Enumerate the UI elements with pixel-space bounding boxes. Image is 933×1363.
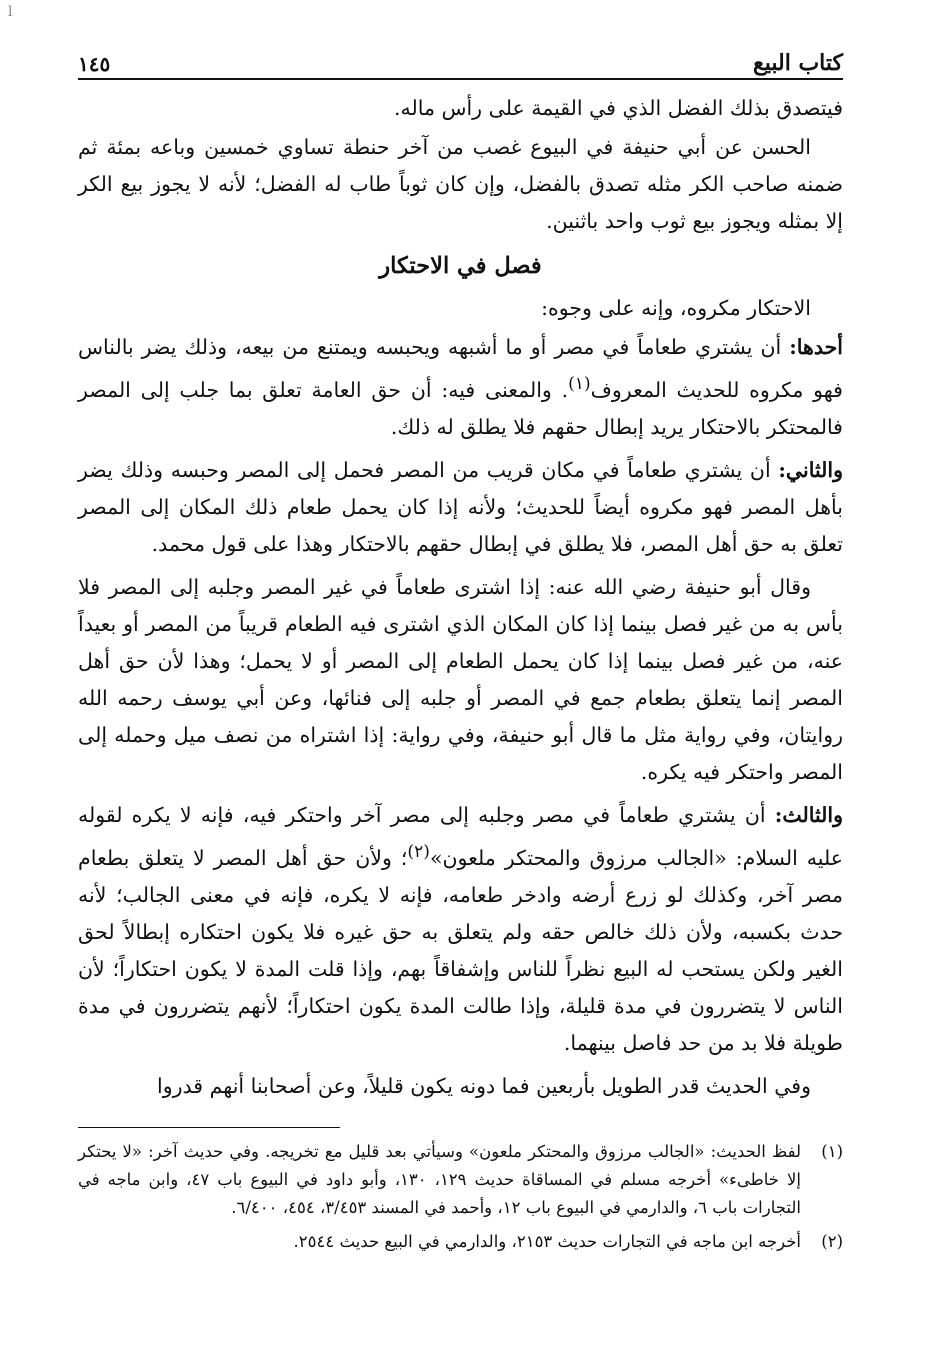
footnote-ref-2[interactable]: (٢) (407, 841, 430, 862)
footnote-1 (78, 1138, 843, 1222)
footnote-number: (٢) (821, 1231, 843, 1251)
lead-second: والثاني: (778, 457, 843, 482)
lead-third: والثالث: (774, 802, 843, 827)
lead-first: أحدها: (789, 335, 843, 359)
paragraph-abu-hanifa: وقال أبو حنيفة رضي الله عنه: إذا اشترى طعاماً في غير المصر وجلبه إلى المصر فلا بأس به من غير فصل بينما إذا كان المكان الذي اشترى فيه الطعام قريباً من المصر أو بعيداً عنه، من غير فصل بينما إذا كان يحمل الطعام إلى المصر أو لا يحمل؛ وهذا لأن حق أهل المصر إنما يتعلق بطعام جمع في المصر أو جلبه إلى فنائها، وعن أبي يوسف رحمه الله روايتان، وفي رواية مثل ما قال أبو حنيفة، وفي رواية: إذا اشتراه من نصف ميل وحمله إلى المصر واحتكر فيه يكره. (78, 574, 843, 784)
section-intro: الاحتكار مكروه، وإنه على وجوه: (541, 296, 811, 320)
footnote-number: (١) (821, 1141, 843, 1161)
second-text: أن يشتري طعاماً في مكان قريب من المصر فحمل إلى المصر وحبسه وذلك يضر بأهل المصر فهو مكروه أيضاً للحديث؛ ولأنه إذا كان يحمل طعام ذلك المكان إلى المصر تعلق به حق أهل المصر، فلا يطلق في إبطال حقهم بالاحتكار وهذا على قول محمد. (78, 457, 843, 556)
chapter-title: كتاب البيع (753, 50, 843, 76)
first-text-a: أن يشتري طعاماً في مصر أو ما أشبهه ويحبسه ويمتنع من بيعه، وذلك يضر بالناس فهو مكروه للحديث المعروف (78, 335, 843, 402)
third-text-a: أن يشتري طعاماً في مصر وجلبه إلى مصر آخر واحتكر فيه، فإنه لا يكره لقوله عليه السلام: «الجالب مرزوق والمحتكر ملعون» (78, 802, 844, 870)
first-text-b: . والمعنى فيه: أن حق العامة تعلق بما جلب إلى المصر فالمحتكر بالاحتكار يريد إبطال حقهم فلا يطلق له ذلك. (78, 377, 843, 439)
paragraph-hasan: الحسن عن أبي حنيفة في البيوع غصب من آخر حنطة تساوي خمسين وباعه بمئة ثم ضمنه صاحب الكر مثله تصدق بالفضل، وإن كان ثوباً طاب له الفضل؛ لأنه لا يجوز بيع الكر إلا بمثله ويجوز بيع ثوب واحد باثنين. (78, 135, 843, 233)
footnotes (78, 1138, 843, 1256)
footnote-separator (78, 1127, 340, 1128)
paragraph-first-case (78, 329, 843, 446)
page-number: ١٤٥ (78, 52, 111, 76)
paragraph-third-case (78, 797, 843, 1062)
paragraph-second-case (78, 452, 843, 563)
paragraph-hadith-duration: وفي الحديث قدر الطويل بأربعين فما دونه يكون قليلاً، وعن أصحابنا أنهم قدروا (157, 1073, 811, 1098)
footnote-text: لفظ الحديث: «الجالب مرزوق والمحتكر ملعون» وسيأتي بعد قليل مع تخريجه. وفي حديث آخر: «لا يحتكر إلا خاطىء» أخرجه مسلم في المساقاة حديث ١٢٩، ١٣٠، وأبو داود في البيوع باب ٤٧، وابن ماجه في التجارات باب ٦، والدارمي في البيوع باب ١٢، وأحمد في المسند ٣/٤٥٣، ٤٥٤، ٦/٤٠٠. (78, 1141, 801, 1217)
main-text (78, 90, 843, 1105)
footnote-2 (78, 1228, 843, 1256)
margin-mark: l (8, 4, 13, 20)
header-rule (78, 78, 843, 80)
footnote-text: أخرجه ابن ماجه في التجارات حديث ٢١٥٣، والدارمي في البيع حديث ٢٥٤٤. (293, 1231, 801, 1251)
footnote-ref-1[interactable]: (١) (568, 374, 591, 394)
paragraph-continuation: فيتصدق بذلك الفضل الذي في القيمة على رأس ماله. (393, 96, 843, 120)
section-title: فصل في الاحتكار (379, 253, 542, 279)
page-header (78, 34, 843, 76)
third-text-b: ؛ ولأن حق أهل المصر لا يتعلق بطعام مصر آخر، وكذلك لو زرع أرضه وادخر طعامه، فإنه لا يكره، فإنه في معنى الجالب؛ لأنه حدث بكسبه، ولأن ذلك خالص حقه ولم يتعلق به حق غيره فلا يكون احتكاره إبطالاً لحق الغير ولكن يستحب له البيع نظراً للناس وإشفاقاً بهم، وإذا قلت المدة لا يكون احتكاراً؛ لأن الناس لا يتضررون في مدة قليلة، وإذا طالت المدة يكون احتكاراً؛ لأنهم يتضررون في مدة طويلة فلا بد من حد فاصل بينهما. (78, 845, 843, 1055)
